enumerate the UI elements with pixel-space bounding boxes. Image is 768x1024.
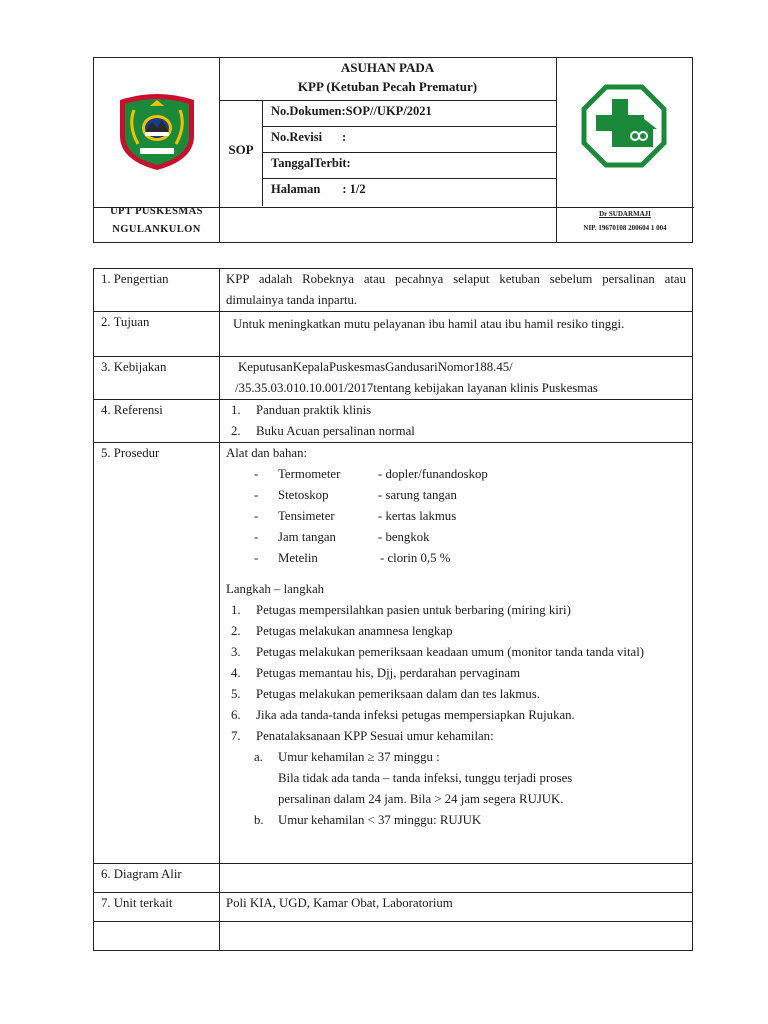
table-row: [94, 893, 693, 922]
meta-label: No.Dokumen:: [271, 104, 346, 118]
meta-halaman: [271, 182, 366, 197]
meta-no-dokumen: [271, 104, 432, 119]
tool-row: - Stetoskop - sarung tangan: [254, 488, 457, 502]
pengertian-text: KPP adalah Robeknya atau pecahnya selaput ketuban sebelum persalinan atau dimulainya tanda inpartu.: [220, 269, 693, 312]
list-item: a. Umur kehamilan ≥ 37 minggu :: [254, 750, 440, 764]
sub-a-detail-line2: persalinan dalam 24 jam. Bila > 24 jam segera RUJUK.: [278, 792, 564, 806]
sub-steps-list: [226, 747, 686, 768]
meta-value: SOP//UKP/2021: [345, 104, 432, 118]
list-item: b. Umur kehamilan < 37 minggu: RUJUK: [254, 813, 482, 827]
table-row: [94, 922, 693, 951]
unit-name-line1: UPT PUSKESMAS: [110, 206, 203, 217]
sop-header-table: [93, 57, 693, 243]
section-label: 7. Unit terkait: [94, 893, 220, 922]
table-row: [94, 269, 693, 312]
meta-label: No.Revisi: [271, 130, 323, 144]
list-item: 3. Petugas melakukan pemeriksaan keadaan umum (monitor tanda tanda vital): [231, 645, 645, 659]
tujuan-text: Untuk meningkatkan mutu pelayanan ibu hamil atau ibu hamil resiko tinggi.: [220, 312, 693, 357]
diagram-content: [220, 864, 693, 893]
list-item: 1. Panduan praktik klinis: [231, 403, 372, 417]
meta-label: Halaman: [271, 182, 321, 196]
kebijakan-line1: KeputusanKepalaPuskesmasGandusariNomor188.45/: [238, 360, 513, 374]
section-label: 3. Kebijakan: [94, 357, 220, 400]
meta-no-revisi: [271, 130, 346, 145]
list-item: 2. Buku Acuan persalinan normal: [231, 424, 415, 438]
signatory-nip: NIP. 19670108 200604 1 004: [583, 224, 667, 232]
table-row: [94, 400, 693, 443]
meta-value: : 1/2: [342, 182, 366, 196]
section-label: 2. Tujuan: [94, 312, 220, 357]
kebijakan-text: [220, 357, 693, 400]
list-item: 6. Jika ada tanda-tanda infeksi petugas mempersiapkan Rujukan.: [231, 708, 575, 722]
list-item: 4. Petugas memantau his, Djj, perdarahan pervaginam: [231, 666, 521, 680]
referensi-list: [220, 400, 693, 443]
unit-terkait-text: Poli KIA, UGD, Kamar Obat, Laboratorium: [220, 893, 693, 922]
tool-row: - Jam tangan - bengkok: [254, 530, 430, 544]
tool-row: - Termometer - dopler/funandoskop: [254, 467, 488, 481]
document-title-line2: KPP (Ketuban Pecah Prematur): [297, 79, 478, 94]
unit-name-line2: NGULANKULON: [112, 224, 201, 235]
list-item: 7. Penatalaksanaan KPP Sesuai umur kehamilan:: [231, 729, 494, 743]
list-item: 5. Petugas melakukan pemeriksaan dalam dan tes lakmus.: [231, 687, 540, 701]
empty-cell: [220, 922, 693, 951]
sop-label: SOP: [228, 142, 254, 157]
section-label: 6. Diagram Alir: [94, 864, 220, 893]
section-label: 5. Prosedur: [94, 443, 220, 864]
kebijakan-line2: /35.35.03.010.10.001/2017tentang kebijakan layanan klinis Puskesmas: [235, 381, 598, 395]
sub-steps-list-b: [226, 810, 686, 831]
section-label: 1. Pengertian: [94, 269, 220, 312]
tool-row: - Tensimeter - kertas lakmus: [254, 509, 457, 523]
prosedur-content: [220, 443, 693, 864]
steps-list: [226, 600, 686, 747]
meta-tanggal-terbit: [271, 156, 351, 171]
sop-content-table: [93, 268, 693, 951]
document-title-line1: ASUHAN PADA: [340, 60, 435, 75]
signatory-name: Dr SUDARMAJI: [599, 210, 651, 218]
list-item: 2. Petugas melakukan anamnesa lengkap: [231, 624, 453, 638]
alat-heading: Alat dan bahan:: [226, 446, 308, 460]
table-row: [94, 443, 693, 864]
regency-emblem-icon: [114, 90, 200, 172]
table-row: [94, 864, 693, 893]
meta-value: :: [342, 130, 347, 144]
langkah-heading: Langkah – langkah: [226, 582, 325, 596]
sub-a-detail-line1: Bila tidak ada tanda – tanda infeksi, tunggu terjadi proses: [278, 771, 573, 785]
list-item: 1. Petugas mempersilahkan pasien untuk berbaring (miring kiri): [231, 603, 571, 617]
tool-row: - Metelin - clorin 0,5 %: [254, 551, 451, 565]
table-row: [94, 357, 693, 400]
table-row: [94, 312, 693, 357]
meta-label: TanggalTerbit:: [271, 156, 351, 170]
section-label: 4. Referensi: [94, 400, 220, 443]
empty-cell: [94, 922, 220, 951]
puskesmas-logo-icon: [581, 83, 667, 169]
